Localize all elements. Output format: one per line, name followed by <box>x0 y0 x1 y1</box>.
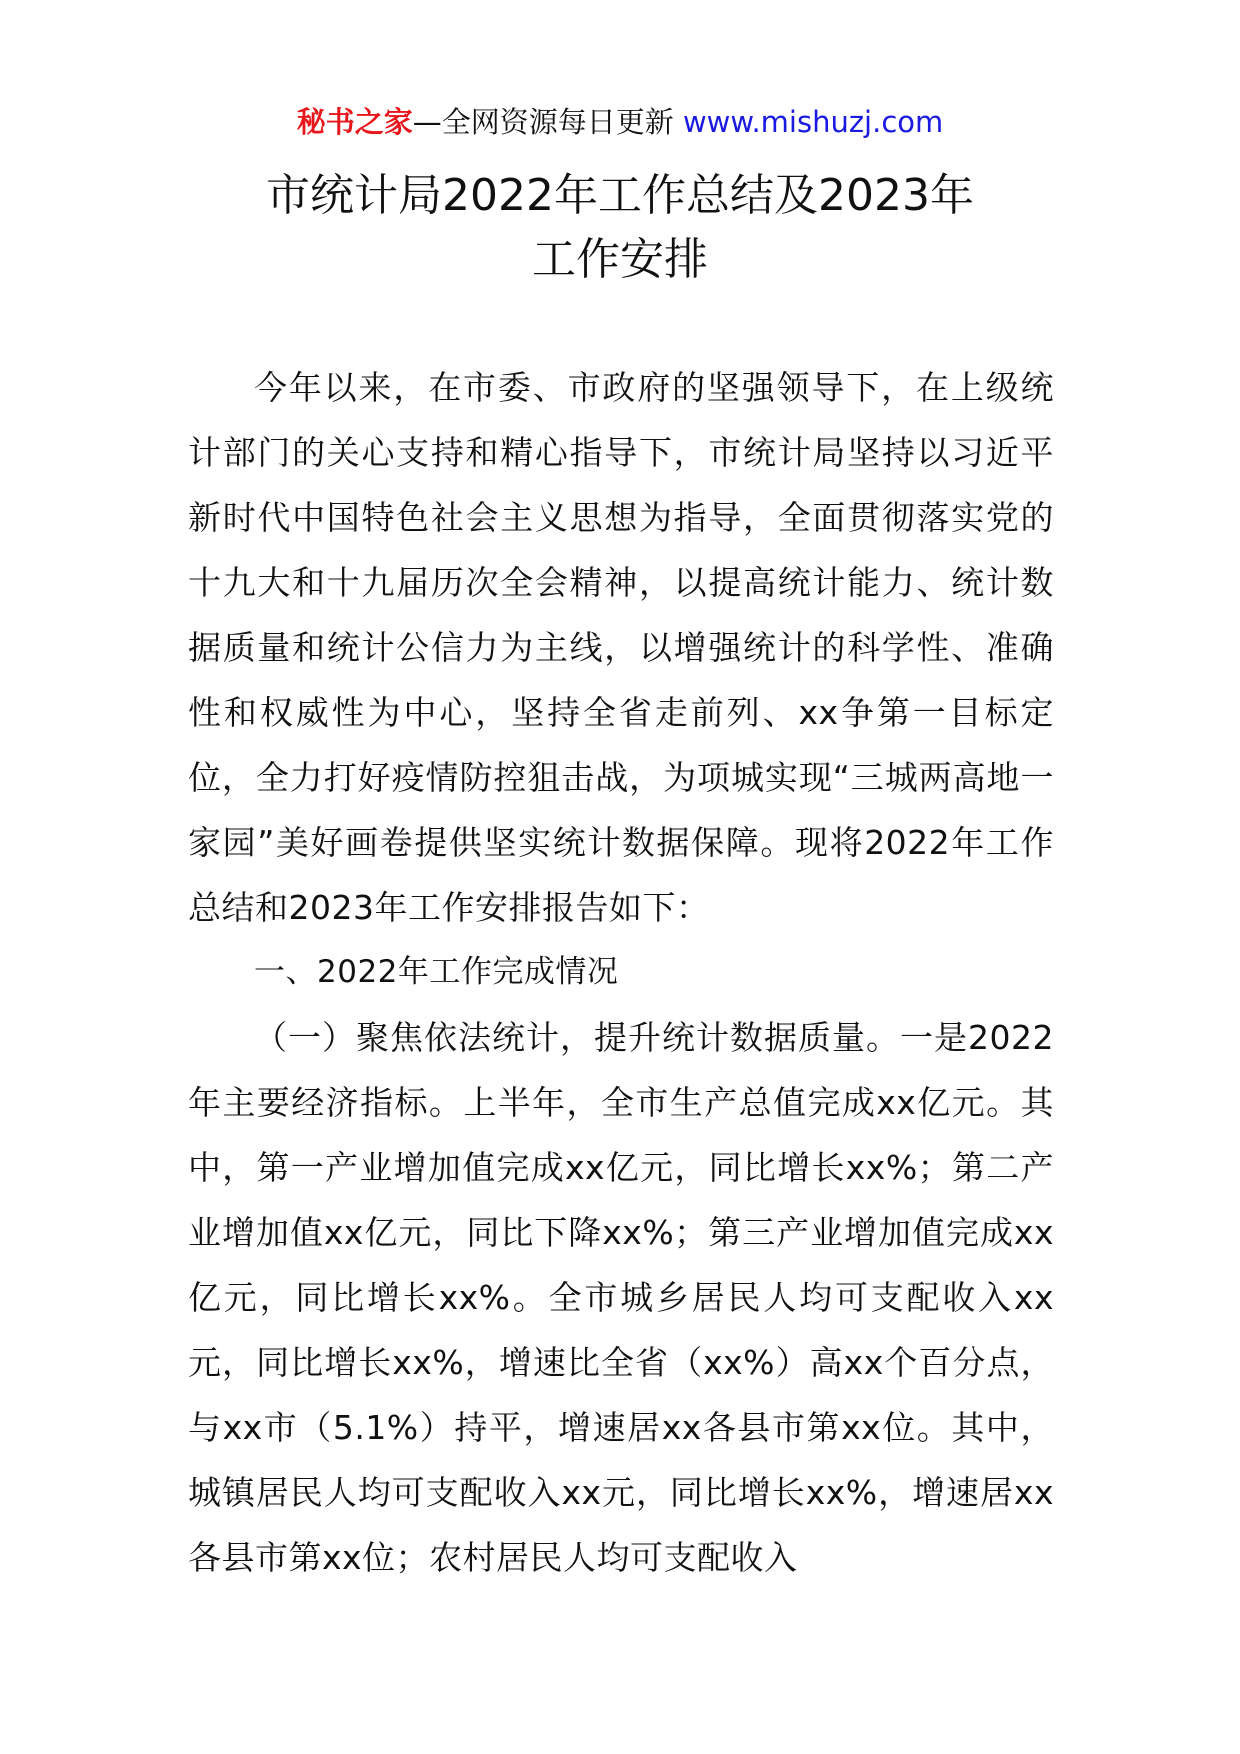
document-title <box>0 164 1240 292</box>
title-line-1: 市统计局2022年工作总结及2023年 <box>266 170 974 221</box>
section-heading: 一、2022年工作完成情况 <box>254 954 619 990</box>
brand-name: 秘书之家 <box>296 105 413 139</box>
header-tagline: —全网资源每日更新 <box>412 105 683 139</box>
section-one-paragraph: （一）聚焦依法统计，提升统计数据质量。一是2022年主要经济指标。上半年，全市生产总值完成xx亿元。其中，第一产业增加值完成xx亿元，同比增长xx%；第二产业增加值xx亿元，同比下降xx%；第三产业增加值完成xx亿元，同比增长xx%。全市城乡居民人均可支配收入xx元，同比增长xx%，增速比全省（xx%）高xx个百分点，与xx市（5.1%）持平，增速居xx各县市第xx位。其中，城镇居民人均可支配收入xx元，同比增长xx%，增速居xx各县市第xx位；农村居民人均可支配收入 <box>188 1018 1054 1577</box>
site-url-link[interactable]: www.mishuzj.com <box>682 105 944 139</box>
title-line-2: 工作安排 <box>532 234 708 285</box>
document-body <box>188 355 1054 1590</box>
intro-paragraph: 今年以来，在市委、市政府的坚强领导下，在上级统计部门的关心支持和精心指导下，市统计局坚持以习近平新时代中国特色社会主义思想为指导，全面贯彻落实党的十九大和十九届历次全会精神，以提高统计能力、统计数据质量和统计公信力为主线，以增强统计的科学性、准确性和权威性为中心，坚持全省走前列、xx争第一目标定位，全力打好疫情防控狙击战，为项城实现“三城两高地一家园”美好画卷提供坚实统计数据保障。现将2022年工作总结和2023年工作安排报告如下： <box>188 368 1054 927</box>
site-header <box>0 102 1240 142</box>
